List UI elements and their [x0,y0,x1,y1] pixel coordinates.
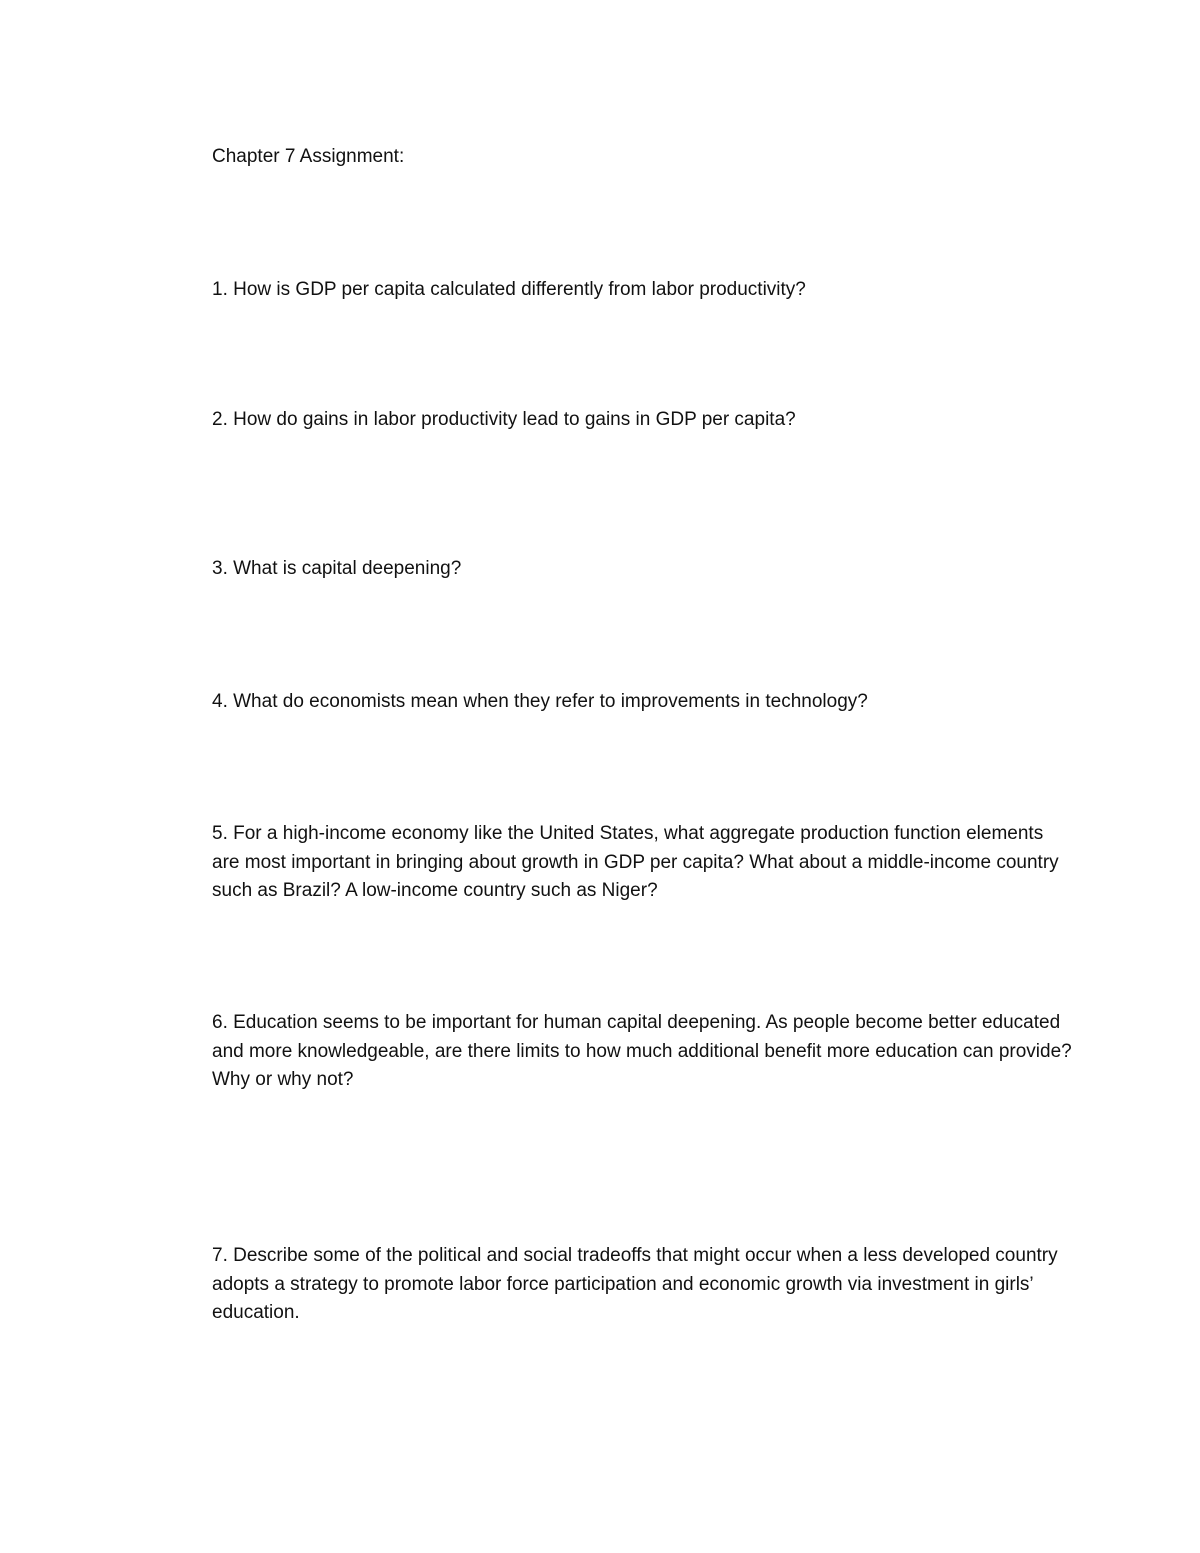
question-5: 5. For a high-income economy like the United States, what aggregate production function elements are most important in bringing about growth in GDP per capita? What about a middle-income country such as Brazil? A low-income country such as Niger? [212,823,1059,901]
question-6: 6. Education seems to be important for human capital deepening. As people become better educated and more knowledgeable, are there limits to how much additional benefit more education can provide? Why or why not? [212,1012,1072,1090]
document-title: Chapter 7 Assignment: [212,146,405,167]
question-3: 3. What is capital deepening? [212,558,462,579]
question-2: 2. How do gains in labor productivity lead to gains in GDP per capita? [212,409,796,430]
question-4: 4. What do economists mean when they refer to improvements in technology? [212,691,868,712]
question-7: 7. Describe some of the political and social tradeoffs that might occur when a less developed country adopts a strategy to promote labor force participation and economic growth via investment in girls’ education. [212,1245,1058,1323]
question-1: 1. How is GDP per capita calculated differently from labor productivity? [212,279,806,300]
